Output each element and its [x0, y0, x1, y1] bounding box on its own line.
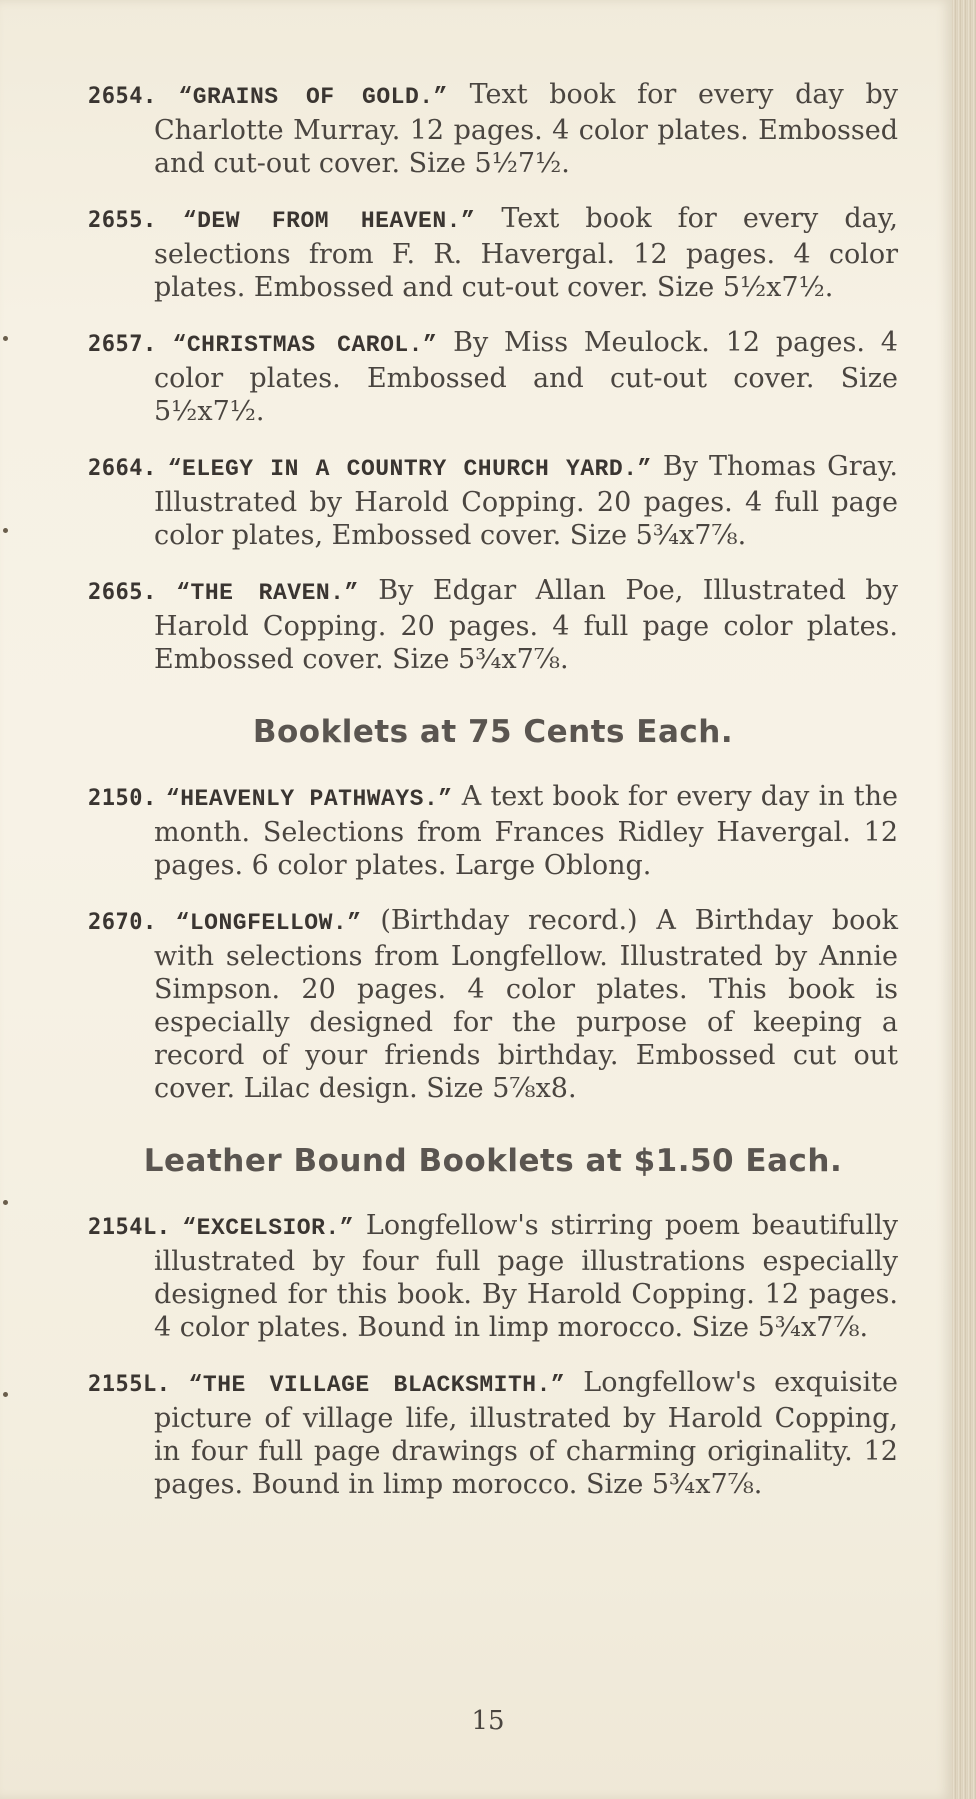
- item-title: “ELEGY IN A COUNTRY CHURCH YARD.”: [167, 456, 652, 482]
- item-title: “THE RAVEN.”: [176, 580, 359, 606]
- item-number: 2665.: [88, 580, 157, 605]
- catalog-entry: [88, 1366, 898, 1501]
- binding-hole: [3, 1200, 8, 1205]
- item-number: 2654.: [88, 84, 157, 109]
- item-number: 2664.: [88, 456, 157, 481]
- catalog-entry: [88, 780, 898, 882]
- item-number: 2670.: [88, 910, 157, 935]
- item-description: (Birthday record.) A Birthday book with selections from Longfellow. Illustrated by Annie Simpson. 20 pages. 4 color plates. This book is especially designed for the purpose of keeping a record of your friends birthday. Embossed cut out cover. Lilac design. Size 5⅞x8.: [154, 905, 898, 1104]
- binding-hole: [3, 336, 8, 341]
- catalog-entry: [88, 326, 898, 428]
- catalog-entry: [88, 904, 898, 1105]
- page-edge: [952, 0, 976, 1799]
- item-description: Text book for every day, selections from F. R. Havergal. 12 pages. 4 color plates. Embossed and cut-out cover. Size 5½x7½.: [154, 203, 898, 303]
- section-heading: Booklets at 75 Cents Each.: [252, 714, 734, 750]
- catalog-content: [88, 78, 898, 1523]
- item-title: “GRAINS OF GOLD.”: [178, 84, 448, 110]
- item-number: 2155L.: [88, 1372, 171, 1397]
- item-description: Longfellow's exquisite picture of village life, illustrated by Harold Copping, in four full page drawings of charming originality. 12 pages. Bound in limp morocco. Size 5¾x7⅞.: [154, 1367, 898, 1500]
- item-title: “HEAVENLY PATHWAYS.”: [165, 786, 453, 812]
- page-number: 15: [471, 1706, 505, 1736]
- item-description: Longfellow's stirring poem beautifully illustrated by four full page illustrations especially designed for this book. By Harold Copping. 12 pages. 4 color plates. Bound in limp morocco. Size 5¾x7⅞.: [154, 1210, 899, 1343]
- item-description: By Miss Meulock. 12 pages. 4 color plates. Embossed and cut-out cover. Size 5½x7½.: [154, 327, 898, 427]
- binding-hole: [3, 528, 8, 533]
- item-description: A text book for every day in the month. Selections from Frances Ridley Havergal. 12 pages. 6 color plates. Large Oblong.: [154, 781, 898, 881]
- item-description: Text book for every day by Charlotte Murray. 12 pages. 4 color plates. Embossed and cut-out cover. Size 5½7½.: [154, 79, 898, 179]
- binding-hole: [3, 1392, 8, 1397]
- item-title: “THE VILLAGE BLACKSMITH.”: [188, 1372, 566, 1398]
- section-heading: Leather Bound Booklets at $1.50 Each.: [143, 1143, 843, 1179]
- item-number: 2655.: [88, 208, 157, 233]
- catalog-entry: [88, 450, 898, 552]
- item-description: By Thomas Gray. Illustrated by Harold Copping. 20 pages. 4 full page color plates, Embossed cover. Size 5¾x7⅞.: [154, 451, 898, 551]
- item-description: By Edgar Allan Poe, Illustrated by Harold Copping. 20 pages. 4 full page color plates. Embossed cover. Size 5¾x7⅞.: [154, 575, 898, 675]
- item-title: “DEW FROM HEAVEN.”: [182, 208, 476, 234]
- item-title: “CHRISTMAS CAROL.”: [172, 332, 438, 358]
- item-number: 2657.: [88, 332, 157, 357]
- item-number: 2150.: [88, 786, 157, 811]
- catalog-entry: [88, 78, 898, 180]
- item-title: “EXCELSIOR.”: [182, 1215, 355, 1241]
- item-title: “LONGFELLOW.”: [175, 910, 362, 936]
- catalog-entry: [88, 202, 898, 304]
- item-number: 2154L.: [88, 1215, 171, 1240]
- catalog-entry: [88, 574, 898, 676]
- catalog-entry: [88, 1209, 898, 1344]
